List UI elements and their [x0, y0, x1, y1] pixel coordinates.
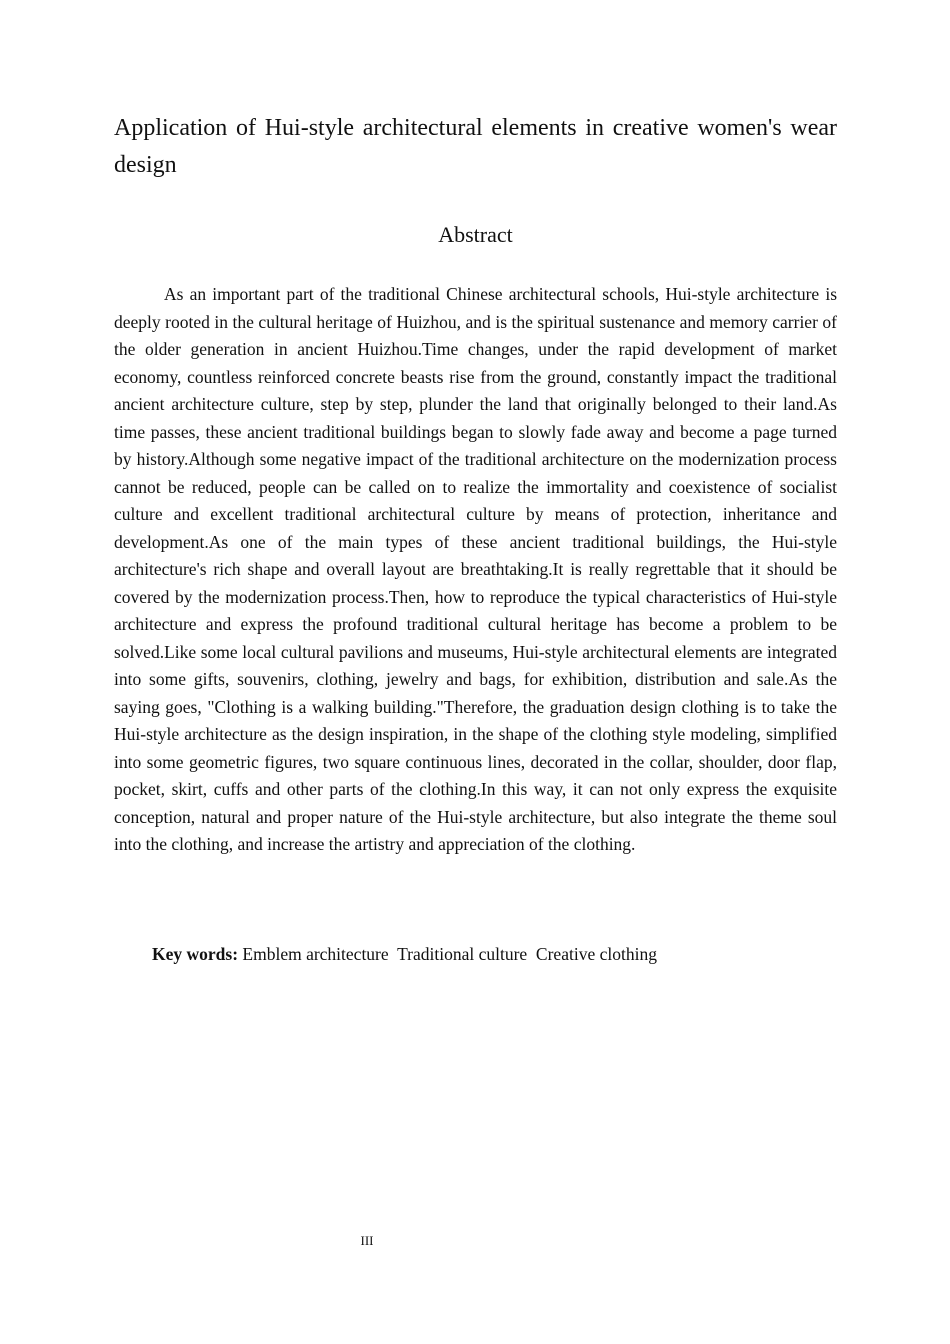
keywords-list: Emblem architecture Traditional culture Creative clothing	[238, 944, 657, 964]
abstract-paragraph: As an important part of the traditional Chinese architectural schools, Hui-style architecture is deeply rooted in the cultural heritage of Huizhou, and is the spiritual sustenance and memory carrier of the older generation in ancient Huizhou.Time changes, under the rapid development of market economy, countless reinforced concrete beasts rise from the ground, constantly impact the traditional ancient architecture culture, step by step, plunder the land that originally belonged to their land.As time passes, these ancient traditional buildings began to slowly fade away and become a page turned by history.Although some negative impact of the traditional architecture on the modernization process cannot be reduced, people can be called on to realize the immortality and coexistence of socialist culture and excellent traditional architectural culture by means of protection, inheritance and development.As one of the main types of these ancient traditional buildings, the Hui-style architecture's rich shape and overall layout are breathtaking.It is really regrettable that it should be covered by the modernization process.Then, how to reproduce the typical characteristics of Hui-style architecture and express the profound traditional cultural heritage has become a problem to be solved.Like some local cultural pavilions and museums, Hui-style architectural elements are integrated into some gifts, souvenirs, clothing, jewelry and bags, for exhibition, distribution and sale.As the saying goes, "Clothing is a walking building."Therefore, the graduation design clothing is to take the Hui-style architecture as the design inspiration, in the shape of the clothing style modeling, simplified into some geometric figures, two square continuous lines, decorated in the collar, shoulder, door flap, pocket, skirt, cuffs and other parts of the clothing.In this way, it can not only express the exquisite conception, natural and proper nature of the Hui-style architecture, but also integrate the theme soul into the clothing, and increase the artistry and appreciation of the clothing.	[114, 284, 837, 854]
keywords-label: Key words:	[152, 944, 239, 964]
document-title: Application of Hui-style architectural elements in creative women's wear design	[114, 115, 837, 178]
abstract-heading: Abstract	[438, 222, 513, 247]
keywords-line	[152, 941, 837, 968]
page-number: III	[360, 1233, 374, 1248]
